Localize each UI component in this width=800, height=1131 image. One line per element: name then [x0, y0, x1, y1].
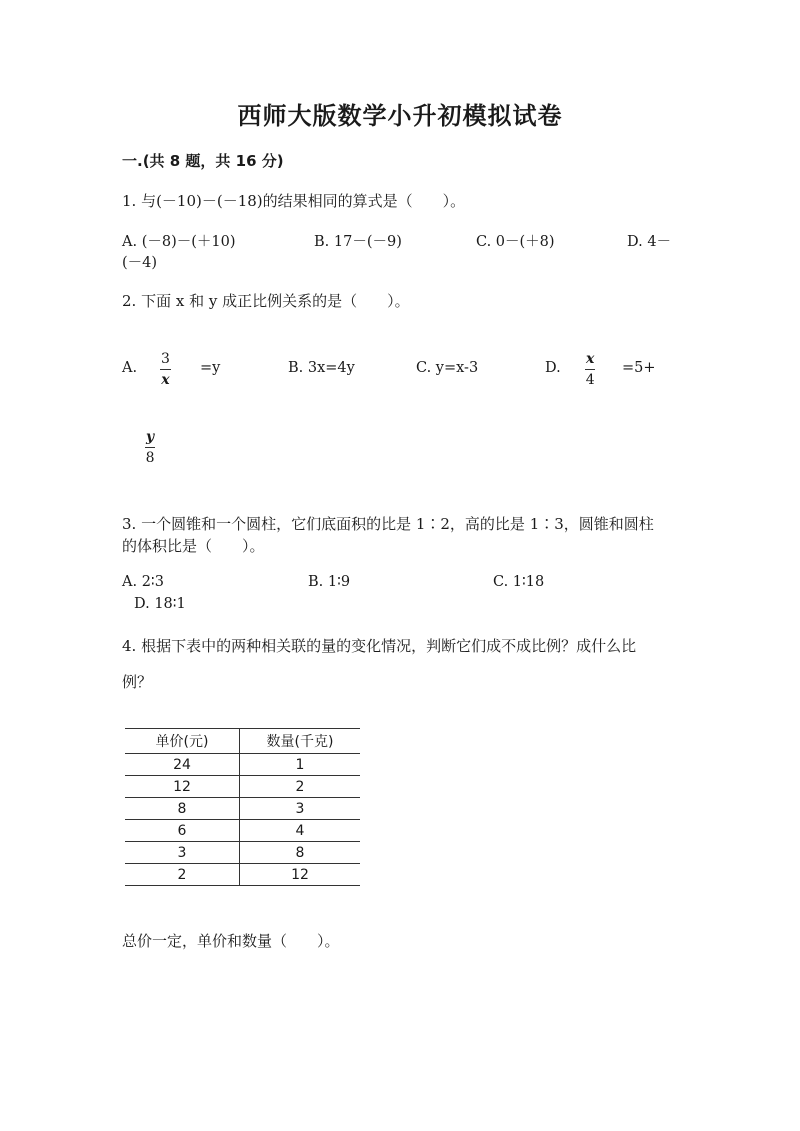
question-3-line-2: 的体积比是（ ）。 [122, 537, 265, 555]
q2-option-c: C. y=x-3 [416, 360, 479, 376]
fraction-numerator: 3 [160, 352, 171, 370]
fraction-numerator: y [146, 429, 155, 445]
table-row [125, 754, 360, 776]
q2-option-b: B. 3x=4y [288, 360, 355, 376]
table-cell: 12 [240, 864, 361, 886]
table-cell: 1 [240, 754, 361, 776]
q2-option-d-fraction-cont [145, 430, 155, 465]
q2-option-d-fraction [585, 352, 595, 387]
table-cell: 2 [125, 864, 240, 886]
q3-option-b: B. 1∶9 [308, 574, 351, 590]
q2-option-a-label: A. [122, 360, 138, 376]
page-title: 西师大版数学小升初模拟试卷 [237, 101, 563, 130]
table-cell: 4 [240, 820, 361, 842]
table-cell: 8 [125, 798, 240, 820]
table-row [125, 820, 360, 842]
table-cell: 12 [125, 776, 240, 798]
question-2-text: 2. 下面 x 和 y 成正比例关系的是（ ）。 [122, 292, 410, 310]
q3-option-d: D. 18∶1 [134, 596, 186, 612]
question-1-text: 1. 与(－10)－(－18)的结果相同的算式是（ ）。 [122, 192, 466, 210]
q2-option-d-label: D. [545, 360, 561, 376]
q1-option-b: B. 17－(－9) [314, 234, 402, 250]
q3-option-a: A. 2∶3 [122, 574, 164, 590]
table-header-row [125, 729, 360, 754]
q2-option-a-fraction [160, 352, 171, 387]
price-quantity-table [125, 728, 360, 886]
table-row [125, 842, 360, 864]
question-4-answer-line: 总价一定，单价和数量（ ）。 [122, 932, 340, 950]
table-row [125, 776, 360, 798]
q1-option-c: C. 0－(＋8) [476, 234, 555, 250]
table-row [125, 864, 360, 886]
fraction-denominator: 4 [585, 372, 595, 388]
table-cell: 2 [240, 776, 361, 798]
question-4-line-1: 4. 根据下表中的两种相关联的量的变化情况，判断它们成不成比例？成什么比 [122, 637, 637, 655]
table-cell: 3 [240, 798, 361, 820]
header-quantity: 数量(千克) [240, 729, 361, 754]
q2-option-d-tail: =5+ [622, 360, 656, 376]
question-3-line-1: 3. 一个圆锥和一个圆柱，它们底面积的比是 1∶2，高的比是 1∶3，圆锥和圆柱 [122, 515, 654, 533]
q1-option-d: D. 4－ [627, 234, 672, 250]
q2-option-a-tail: =y [200, 360, 221, 376]
fraction-numerator: x [586, 351, 595, 367]
q1-option-d-cont: (－4) [122, 255, 158, 271]
table-row [125, 798, 360, 820]
table-cell: 24 [125, 754, 240, 776]
table-cell: 3 [125, 842, 240, 864]
section-heading: 一.(共 8 题，共 16 分) [122, 152, 284, 170]
fraction-denominator: 8 [145, 450, 155, 466]
fraction-denominator: x [161, 372, 170, 388]
q3-option-c: C. 1∶18 [493, 574, 545, 590]
q1-option-a: A. (－8)－(＋10) [122, 234, 236, 250]
header-unit-price: 单价(元) [125, 729, 240, 754]
question-4-line-2: 例？ [122, 673, 153, 691]
table-cell: 8 [240, 842, 361, 864]
table-cell: 6 [125, 820, 240, 842]
